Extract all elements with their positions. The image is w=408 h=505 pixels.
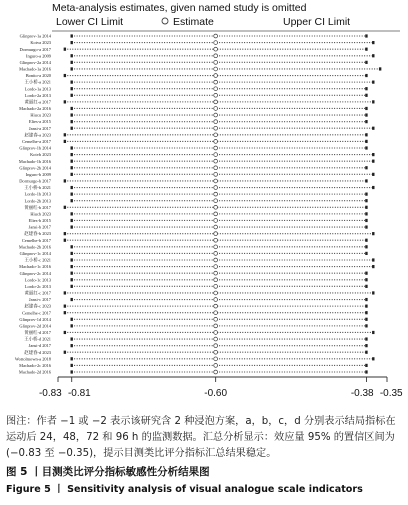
lower-ci-mark xyxy=(71,186,73,189)
legend-estimate-marker xyxy=(162,18,168,24)
upper-ci-mark xyxy=(372,186,374,189)
study-label: Lordo-2a 2013 xyxy=(24,92,51,98)
x-tick-label: -0.83 xyxy=(38,388,62,399)
estimate-point xyxy=(214,344,218,348)
study-label: Kotva 2023 xyxy=(30,40,51,46)
study-label: Glinprov-2a 2014 xyxy=(19,59,51,65)
study-label: Machado-1b 2016 xyxy=(18,158,51,164)
lower-ci-mark xyxy=(71,54,73,57)
upper-ci-mark xyxy=(365,94,367,97)
estimate-point xyxy=(214,146,218,150)
lower-ci-mark xyxy=(71,120,73,123)
study-row xyxy=(22,139,368,144)
upper-ci-mark xyxy=(372,81,374,84)
lower-ci-mark xyxy=(71,285,73,288)
study-label: Cemelhe-a 2017 xyxy=(22,139,51,145)
study-row xyxy=(25,79,375,86)
study-row xyxy=(24,184,374,191)
study-row xyxy=(24,230,374,237)
upper-ci-mark xyxy=(365,199,367,202)
study-label: Jansi-c 2017 xyxy=(28,297,51,303)
study-row xyxy=(24,349,367,356)
upper-ci-mark xyxy=(365,48,367,51)
study-row xyxy=(29,297,368,302)
upper-ci-mark xyxy=(365,272,367,275)
study-label: 赵建春-c 2023 xyxy=(24,303,51,309)
study-label: 黄丽红-a 2017 xyxy=(24,99,51,105)
lower-ci-mark xyxy=(71,252,73,255)
study-label: Hiucb 2023 xyxy=(30,211,51,217)
lower-ci-mark xyxy=(71,113,73,116)
upper-ci-mark xyxy=(365,285,367,288)
estimate-point xyxy=(214,212,218,216)
lower-ci-mark xyxy=(71,127,73,130)
study-row xyxy=(29,343,368,348)
estimate-point xyxy=(214,41,218,45)
figure-caption: 图注：作者 −1 或 −2 表示该研究含 2 种浸泡方案，a，b，c，d 分别表示结局指标在运动后 24，48，72 和 96 h 的监测数据。汇总分析显示：效应量 95% 的置信区间为 (−0.83 至 −0.35)，提示目测类比评分指标汇总结果稳定。 xyxy=(6,416,396,459)
study-row xyxy=(20,60,368,65)
lower-ci-mark xyxy=(71,160,73,163)
study-label: 王小桥-d 2021 xyxy=(24,336,51,342)
lower-ci-mark xyxy=(71,225,73,228)
lower-ci-mark xyxy=(64,232,66,235)
lower-ci-mark xyxy=(71,166,73,169)
upper-ci-mark xyxy=(372,232,374,235)
estimate-point xyxy=(214,225,218,229)
study-label: 王小桥-c 2021 xyxy=(24,257,51,263)
study-row xyxy=(29,126,375,131)
study-label: Glinprov-2d 2014 xyxy=(19,323,51,329)
study-label: Machado-2b 2016 xyxy=(18,244,51,250)
lower-ci-mark xyxy=(71,324,73,327)
study-label: Elies-b 2015 xyxy=(28,218,51,224)
study-label: Dormurgo-b 2017 xyxy=(19,178,51,184)
lower-ci-mark xyxy=(64,305,66,308)
study-label: Glinprov-2b 2014 xyxy=(19,165,51,171)
upper-ci-mark xyxy=(365,219,367,222)
study-label: Lordo-1c 2013 xyxy=(24,277,51,283)
study-label: Jansi-a 2017 xyxy=(28,125,51,131)
study-row xyxy=(19,179,367,184)
x-axis-ticks xyxy=(39,377,403,399)
estimate-point xyxy=(214,238,218,242)
study-label: 赵建春-a 2023 xyxy=(24,132,51,138)
lower-ci-mark xyxy=(71,357,73,360)
study-row xyxy=(29,119,368,124)
legend-upper-label: Upper CI Limit xyxy=(283,16,351,28)
upper-ci-mark xyxy=(365,311,367,314)
study-label: Machado-1c 2016 xyxy=(19,264,51,270)
lower-ci-mark xyxy=(64,133,66,136)
estimate-point xyxy=(214,311,218,315)
study-label: Kotvb 2023 xyxy=(30,152,51,158)
lower-ci-mark xyxy=(71,278,73,281)
lower-ci-mark xyxy=(71,61,73,64)
lower-ci-mark xyxy=(71,245,73,248)
upper-ci-mark xyxy=(365,133,367,136)
upper-ci-mark xyxy=(372,41,374,44)
study-row xyxy=(30,40,374,45)
upper-ci-mark xyxy=(365,337,367,340)
estimate-point xyxy=(214,258,218,262)
lower-ci-mark xyxy=(71,107,73,110)
study-label: Lordo-2b 2013 xyxy=(24,198,51,204)
lower-ci-mark xyxy=(64,206,66,209)
upper-ci-mark xyxy=(365,166,367,169)
lower-ci-mark xyxy=(71,364,73,367)
study-row xyxy=(20,34,368,39)
estimate-point xyxy=(214,120,218,124)
lower-ci-mark xyxy=(71,298,73,301)
estimate-point xyxy=(214,199,218,203)
upper-ci-mark xyxy=(365,324,367,327)
study-label: Dormurgo-a 2017 xyxy=(19,46,51,52)
estimate-point xyxy=(214,232,218,236)
estimate-point xyxy=(214,113,218,117)
estimate-point xyxy=(214,317,218,321)
estimate-point xyxy=(214,324,218,328)
study-label: Machado-2c 2016 xyxy=(19,363,51,369)
study-row xyxy=(24,204,367,211)
upper-ci-mark xyxy=(365,298,367,301)
lower-ci-mark xyxy=(64,239,66,242)
lower-ci-mark xyxy=(64,311,66,314)
estimate-point xyxy=(214,186,218,190)
study-row xyxy=(30,152,374,157)
lower-ci-mark xyxy=(71,337,73,340)
figure-title-cn: 图 5 丨目测类比评分指标敏感性分析结果图 xyxy=(6,466,210,478)
estimate-point xyxy=(214,140,218,144)
study-row xyxy=(22,238,368,243)
estimate-point xyxy=(214,252,218,256)
x-tick-label: -0.81 xyxy=(67,388,91,399)
study-label: Glinprov-1b 2014 xyxy=(19,145,51,151)
study-label: 赵建春-b 2023 xyxy=(24,231,51,237)
study-row xyxy=(25,303,368,310)
study-label: Glinprov-1a 2014 xyxy=(19,33,51,39)
study-row xyxy=(19,146,367,151)
lower-ci-mark xyxy=(71,34,73,37)
lower-ci-mark xyxy=(71,153,73,156)
upper-ci-mark xyxy=(372,54,374,57)
study-label: Bonito-a 2020 xyxy=(25,73,51,79)
upper-ci-mark xyxy=(372,160,374,163)
estimate-point xyxy=(214,298,218,302)
estimate-point xyxy=(214,245,218,249)
upper-ci-mark xyxy=(365,146,367,149)
study-label: Machado-1a 2016 xyxy=(19,66,51,72)
lower-ci-mark xyxy=(64,48,66,51)
lower-ci-mark xyxy=(71,67,73,70)
upper-ci-mark xyxy=(365,364,367,367)
chart-title: Meta-analysis estimates, given named study is omitted xyxy=(52,2,307,14)
study-label: Wottolmown-a 2018 xyxy=(14,356,51,362)
study-rows xyxy=(15,34,381,375)
study-label: Glinprov-1c 2014 xyxy=(19,251,51,257)
study-row xyxy=(29,218,368,223)
study-label: 王小桥-b 2021 xyxy=(24,185,51,191)
study-row xyxy=(25,257,375,264)
upper-ci-mark xyxy=(365,140,367,143)
estimate-point xyxy=(214,159,218,163)
upper-ci-mark xyxy=(365,278,367,281)
study-row xyxy=(19,264,374,269)
upper-ci-mark xyxy=(365,344,367,347)
estimate-point xyxy=(214,133,218,137)
estimate-point xyxy=(214,278,218,282)
study-label: Cemelhe-c 2017 xyxy=(22,310,51,316)
lower-ci-mark xyxy=(71,265,73,268)
study-row xyxy=(25,131,368,138)
upper-ci-mark xyxy=(365,252,367,255)
study-row xyxy=(19,244,368,249)
lower-ci-mark xyxy=(71,258,73,261)
estimate-point xyxy=(214,219,218,223)
study-label: Lordo-1b 2013 xyxy=(24,191,51,197)
study-row xyxy=(26,172,375,177)
study-row xyxy=(15,356,375,361)
estimate-point xyxy=(214,357,218,361)
upper-ci-mark xyxy=(365,179,367,182)
upper-ci-mark xyxy=(365,351,367,354)
estimate-point xyxy=(214,100,218,104)
study-label: 赵建春-d 2023 xyxy=(24,349,51,355)
lower-ci-mark xyxy=(71,146,73,149)
upper-ci-mark xyxy=(365,113,367,116)
estimate-point xyxy=(214,80,218,84)
study-label: 王小桥-a 2021 xyxy=(24,79,51,85)
study-label: Jansi-b 2017 xyxy=(28,224,51,230)
upper-ci-mark xyxy=(372,258,374,261)
lower-ci-mark xyxy=(64,351,66,354)
estimate-point xyxy=(214,67,218,71)
study-label: Inguro-a 2009 xyxy=(26,53,51,59)
lower-ci-mark xyxy=(71,219,73,222)
study-row xyxy=(29,225,368,230)
study-label: Jansi-d 2017 xyxy=(28,343,51,349)
study-row xyxy=(19,317,367,322)
study-row xyxy=(19,370,368,375)
x-tick-label: -0.35 xyxy=(379,388,403,399)
study-row xyxy=(25,198,368,203)
study-row xyxy=(19,363,367,368)
upper-ci-mark xyxy=(372,291,374,294)
upper-ci-mark xyxy=(365,305,367,308)
estimate-point xyxy=(214,47,218,51)
estimate-point xyxy=(214,364,218,368)
study-row xyxy=(26,53,374,58)
upper-ci-mark xyxy=(372,331,374,334)
study-label: Cemelhe-b 2017 xyxy=(21,237,51,243)
lower-ci-mark xyxy=(71,344,73,347)
lower-ci-mark xyxy=(64,179,66,182)
lower-ci-mark xyxy=(71,193,73,196)
estimate-point xyxy=(214,172,218,176)
estimate-point xyxy=(214,107,218,111)
lower-ci-mark xyxy=(71,41,73,44)
upper-ci-mark xyxy=(372,173,374,176)
lower-ci-mark xyxy=(64,74,66,77)
upper-ci-mark xyxy=(365,61,367,64)
study-label: Glinprov-1d 2014 xyxy=(19,316,51,322)
study-label: Elies-a 2015 xyxy=(28,119,51,125)
study-label: Glinprov-2c 2014 xyxy=(19,270,51,276)
upper-ci-mark xyxy=(365,87,367,90)
upper-ci-mark xyxy=(365,34,367,37)
study-row xyxy=(30,113,367,118)
estimate-point xyxy=(214,192,218,196)
upper-ci-mark xyxy=(365,370,367,373)
study-row xyxy=(25,192,368,197)
study-row xyxy=(26,73,368,78)
study-label: 黄丽红-b 2017 xyxy=(24,204,51,210)
study-row xyxy=(30,211,367,216)
x-tick-label: -0.38 xyxy=(350,388,374,399)
upper-ci-mark xyxy=(365,120,367,123)
upper-ci-mark xyxy=(365,225,367,228)
study-row xyxy=(19,106,367,111)
estimate-point xyxy=(214,153,218,157)
study-row xyxy=(19,159,375,164)
study-label: Machado-2a 2016 xyxy=(19,106,51,112)
estimate-point xyxy=(214,34,218,38)
study-row xyxy=(25,290,375,297)
study-row xyxy=(19,67,381,72)
legend-estimate-label: Estimate xyxy=(173,16,214,28)
study-row xyxy=(24,336,367,343)
lower-ci-mark xyxy=(64,331,66,334)
estimate-point xyxy=(214,205,218,209)
study-row xyxy=(25,98,375,105)
upper-ci-mark xyxy=(365,212,367,215)
upper-ci-mark xyxy=(372,127,374,130)
upper-ci-mark xyxy=(372,100,374,103)
upper-ci-mark xyxy=(365,239,367,242)
estimate-point xyxy=(214,60,218,64)
estimate-point xyxy=(214,370,218,374)
upper-ci-mark xyxy=(365,193,367,196)
upper-ci-mark xyxy=(372,265,374,268)
upper-ci-mark xyxy=(372,357,374,360)
study-row xyxy=(19,323,367,328)
study-row xyxy=(25,277,368,282)
estimate-point xyxy=(214,304,218,308)
estimate-point xyxy=(214,271,218,275)
study-row xyxy=(25,93,368,98)
estimate-point xyxy=(214,166,218,170)
upper-ci-mark xyxy=(372,153,374,156)
study-label: Inguro-b 2009 xyxy=(25,171,51,177)
estimate-point xyxy=(214,54,218,58)
lower-ci-mark xyxy=(64,140,66,143)
study-label: Machado-2d 2016 xyxy=(18,369,51,375)
lower-ci-mark xyxy=(71,199,73,202)
upper-ci-mark xyxy=(379,67,381,70)
upper-ci-mark xyxy=(365,206,367,209)
estimate-point xyxy=(214,87,218,91)
x-tick-label: -0.60 xyxy=(204,388,228,399)
estimate-point xyxy=(214,93,218,97)
upper-ci-mark xyxy=(365,245,367,248)
lower-ci-mark xyxy=(71,94,73,97)
study-row xyxy=(20,251,368,256)
lower-ci-mark xyxy=(71,87,73,90)
estimate-point xyxy=(214,291,218,295)
study-label: Lordo-1a 2013 xyxy=(24,86,51,92)
estimate-point xyxy=(214,350,218,354)
lower-ci-mark xyxy=(71,212,73,215)
upper-ci-mark xyxy=(365,74,367,77)
study-row xyxy=(19,165,367,170)
lower-ci-mark xyxy=(64,100,66,103)
upper-ci-mark xyxy=(365,318,367,321)
estimate-point xyxy=(214,74,218,78)
lower-ci-mark xyxy=(64,291,66,294)
legend-lower-label: Lower CI Limit xyxy=(56,16,124,28)
study-row xyxy=(20,271,368,276)
study-label: Lordo-2c 2013 xyxy=(24,283,51,289)
estimate-point xyxy=(214,331,218,335)
lower-ci-mark xyxy=(71,272,73,275)
study-label: 黄丽红-c 2017 xyxy=(24,290,51,296)
lower-ci-mark xyxy=(71,318,73,321)
estimate-point xyxy=(214,265,218,269)
study-row xyxy=(25,86,368,91)
estimate-point xyxy=(214,284,218,288)
lower-ci-mark xyxy=(71,81,73,84)
study-row xyxy=(24,329,374,336)
figure-title-en: Figure 5 丨 Sensitivity analysis of visual analogue scale indicators xyxy=(6,484,363,495)
study-row xyxy=(25,284,368,289)
study-row xyxy=(19,47,367,52)
study-row xyxy=(22,310,368,315)
estimate-point xyxy=(214,337,218,341)
estimate-point xyxy=(214,126,218,130)
upper-ci-mark xyxy=(365,107,367,110)
lower-ci-mark xyxy=(71,370,73,373)
lower-ci-mark xyxy=(71,173,73,176)
estimate-point xyxy=(214,179,218,183)
study-label: Hiucu 2023 xyxy=(30,112,51,118)
study-label: 黄丽红-d 2017 xyxy=(24,330,51,336)
